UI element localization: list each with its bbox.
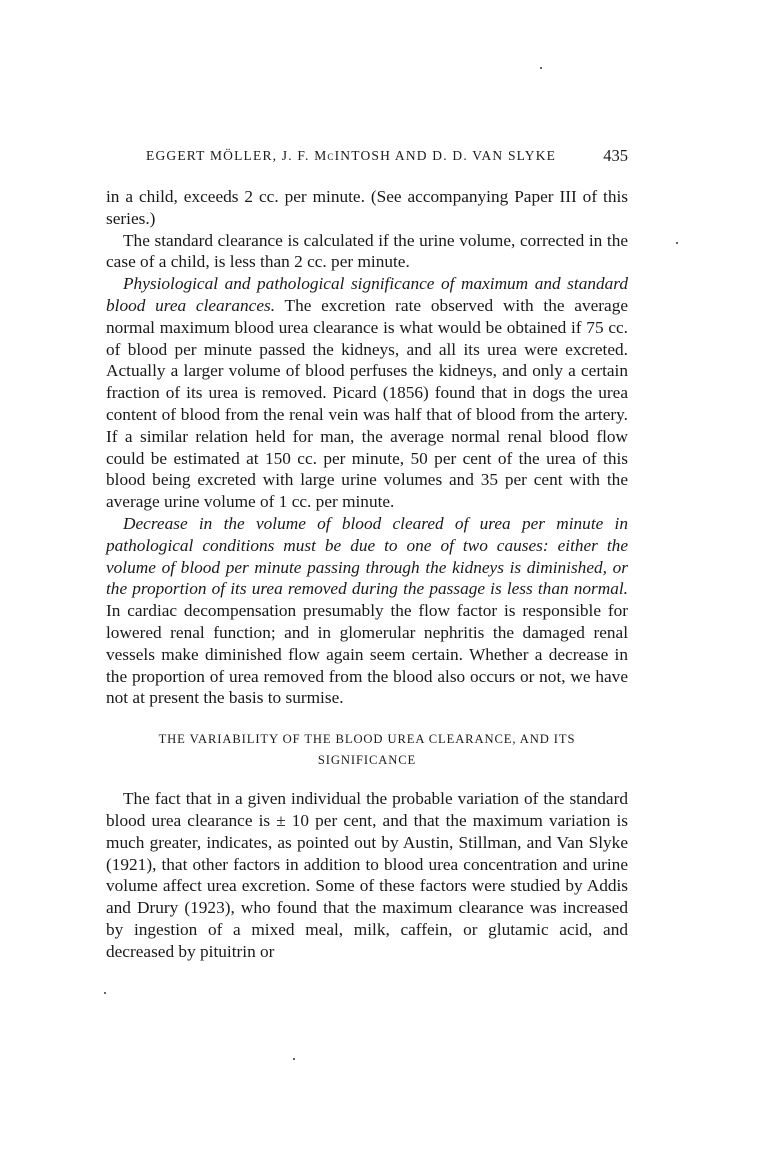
running-head-authors: EGGERT MÖLLER, J. F. McINTOSH AND D. D. VAN SLYKE [146,148,557,163]
speck [676,242,678,244]
paragraph-2: The standard clearance is calculated if the urine volume, corrected in the case of a child, is less than 2 cc. per minute. [106,230,628,272]
paragraph-1: in a child, exceeds 2 cc. per minute. (See accompanying Paper III of this series.) [106,187,628,228]
paragraph-4-text: In cardiac decompensation presumably the flow factor is responsible for lowered renal function; and in glomerular nephritis the damaged renal vessels make diminished flow again seem certain. Whether a decrease in the proportion of urea removed from the blood also occurs or not, we have not at present the basis to surmise. [106,601,628,708]
paragraph-3 [106,273,628,513]
page-number: 435 [603,146,628,165]
paragraph-4 [106,513,628,709]
paragraph-5: The fact that in a given individual the probable variation of the standard blood urea clearance is ± 10 per cent, and that the maximum variation is much greater, indicates, as pointed out by Austin, Stillman, and Van Slyke (1921), that other factors in addition to blood urea concentration and urine volume affect urea excretion. Some of these factors were studied by Addis and Drury (1923), who found that the maximum clearance was increased by ingestion of a mixed meal, milk, caffein, or glutamic acid, and decreased by pituitrin or [106,789,628,961]
body-text [106,186,628,963]
running-head [146,148,628,164]
paragraph-3-heading: Physiological and pathological significance of maximum and standard blood urea clearances. [106,274,628,315]
speck [540,67,542,69]
speck [293,1058,295,1060]
section-heading: THE VARIABILITY OF THE BLOOD UREA CLEARANCE, AND ITS SIGNIFICANCE [158,732,576,768]
paragraph-3-text: The excretion rate observed with the average normal maximum blood urea clearance is what would be obtained if 75 cc. of blood per minute passed the kidneys, and all its urea were excreted. Actually a larger volume of blood perfuses the kidneys, and only a certain fraction of its urea is removed. Picard (1856) found that in dogs the urea content of blood from the renal vein was half that of blood from the artery. If a similar relation held for man, the average normal renal blood flow could be estimated at 150 cc. per minute, 50 per cent of the urea of this blood being excreted with large urine volumes and 35 per cent with the average urine volume of 1 cc. per minute. [106,295,628,512]
speck [104,992,106,994]
paragraph-4-emphasis: Decrease in the volume of blood cleared of urea per minute in pathological conditions must be due to one of two causes: either the volume of blood per minute passing through the kidneys is diminished, or the proportion of its urea removed during the passage is less than normal. [106,513,628,599]
